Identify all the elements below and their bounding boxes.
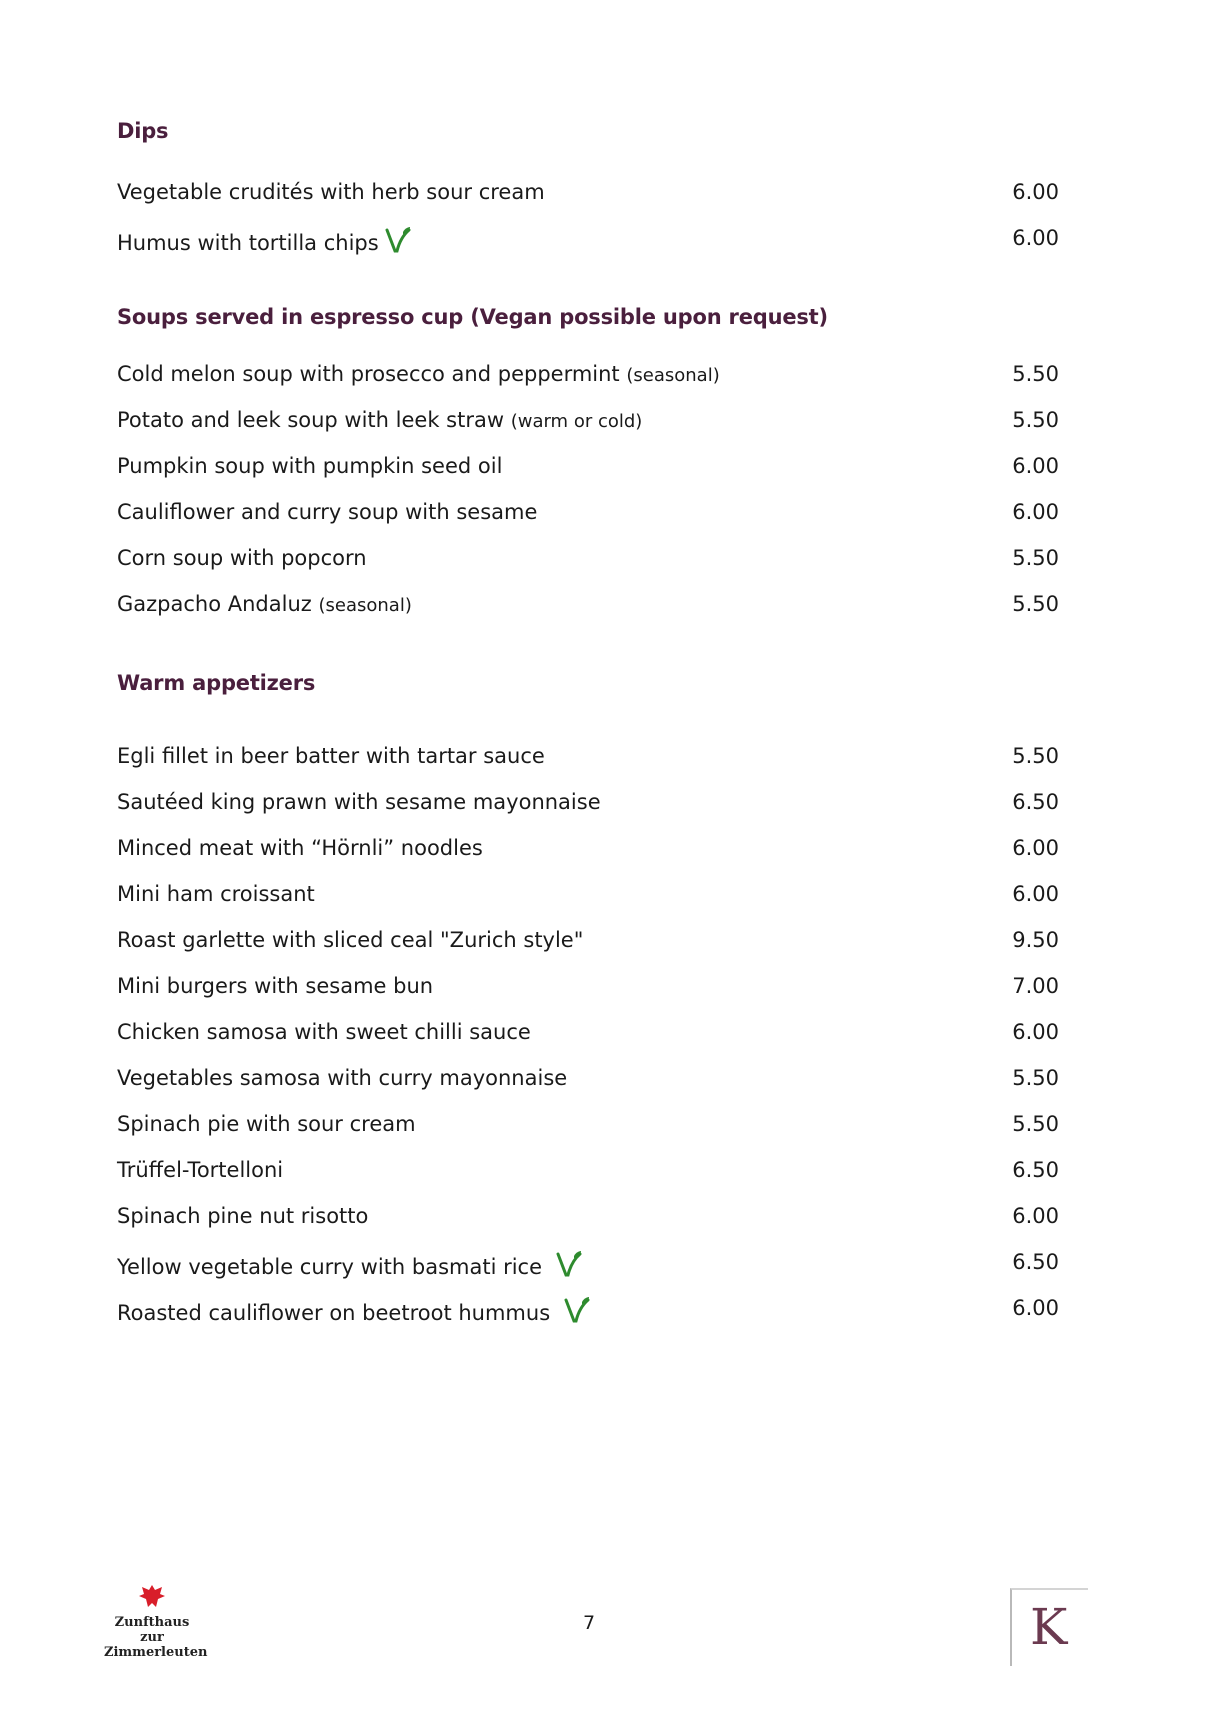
- item-price: 6.00: [1012, 454, 1059, 478]
- item-price: 5.50: [1012, 592, 1059, 616]
- page-number: 7: [583, 1612, 596, 1634]
- item-note: (warm or cold): [510, 411, 643, 432]
- item-price: 6.00: [1012, 500, 1059, 524]
- logo-line-1: Zunfthaus: [114, 1615, 190, 1630]
- item-price: 6.00: [1012, 1296, 1059, 1320]
- item-name: Potato and leek soup with leek straw (warm or cold): [117, 408, 643, 432]
- menu-item: [117, 790, 1059, 820]
- menu-item: [117, 1112, 1059, 1142]
- menu-item: [117, 1296, 1059, 1326]
- menu-item: [117, 1158, 1059, 1188]
- menu-item: [117, 974, 1059, 1004]
- item-name: Cauliflower and curry soup with sesame: [117, 500, 538, 524]
- item-price: 5.50: [1012, 546, 1059, 570]
- item-price: 9.50: [1012, 928, 1059, 952]
- item-name: Vegetable crudités with herb sour cream: [117, 180, 545, 204]
- item-name: Vegetables samosa with curry mayonnaise: [117, 1066, 568, 1090]
- k-logo: [1010, 1588, 1088, 1666]
- item-name: Spinach pine nut risotto: [117, 1204, 369, 1228]
- item-name: Yellow vegetable curry with basmati rice: [117, 1250, 582, 1279]
- section-heading-soups: Soups served in espresso cup (Vegan possible upon request): [117, 305, 828, 329]
- logo-line-3: Zimmerleuten: [104, 1645, 208, 1660]
- vegan-leaf-icon: [564, 1296, 590, 1324]
- item-price: 7.00: [1012, 974, 1059, 998]
- menu-item: [117, 1250, 1059, 1280]
- item-name: Cold melon soup with prosecco and peppermint (seasonal): [117, 362, 720, 386]
- item-name: Egli fillet in beer batter with tartar sauce: [117, 744, 545, 768]
- item-price: 6.00: [1012, 1020, 1059, 1044]
- item-note: (seasonal): [626, 365, 720, 386]
- menu-item: [117, 500, 1059, 530]
- item-price: 6.00: [1012, 836, 1059, 860]
- vegan-leaf-icon: [556, 1250, 582, 1278]
- zunfthaus-logo: [104, 1583, 208, 1660]
- menu-item: [117, 454, 1059, 484]
- item-price: 6.50: [1012, 1158, 1059, 1182]
- eagle-crest-icon: [138, 1583, 166, 1611]
- item-price: 5.50: [1012, 1112, 1059, 1136]
- section-heading-warm-appetizers: Warm appetizers: [117, 671, 316, 695]
- item-name: Spinach pie with sour cream: [117, 1112, 416, 1136]
- item-note: (seasonal): [318, 595, 412, 616]
- menu-item: [117, 1066, 1059, 1096]
- menu-item: [117, 1204, 1059, 1234]
- menu-item: [117, 362, 1059, 392]
- item-price: 6.50: [1012, 1250, 1059, 1274]
- menu-item: [117, 882, 1059, 912]
- item-name: Humus with tortilla chips: [117, 226, 411, 255]
- item-name: Gazpacho Andaluz (seasonal): [117, 592, 412, 616]
- item-name: Mini burgers with sesame bun: [117, 974, 434, 998]
- item-name: Roasted cauliflower on beetroot hummus: [117, 1296, 590, 1325]
- item-price: 6.00: [1012, 882, 1059, 906]
- item-price: 6.00: [1012, 1204, 1059, 1228]
- item-name: Mini ham croissant: [117, 882, 315, 906]
- item-name: Pumpkin soup with pumpkin seed oil: [117, 454, 503, 478]
- item-name: Sautéed king prawn with sesame mayonnaise: [117, 790, 601, 814]
- item-price: 6.00: [1012, 180, 1059, 204]
- vegan-leaf-icon: [385, 226, 411, 254]
- menu-item: [117, 1020, 1059, 1050]
- logo-line-2: zur: [140, 1630, 164, 1645]
- item-name: Minced meat with “Hörnli” noodles: [117, 836, 483, 860]
- item-name: Corn soup with popcorn: [117, 546, 367, 570]
- item-price: 6.50: [1012, 790, 1059, 814]
- item-price: 6.00: [1012, 226, 1059, 250]
- menu-item: [117, 546, 1059, 576]
- menu-item: [117, 928, 1059, 958]
- menu-item: [117, 592, 1059, 622]
- item-name: Chicken samosa with sweet chilli sauce: [117, 1020, 531, 1044]
- k-logo-letter: K: [1030, 1598, 1068, 1656]
- item-price: 5.50: [1012, 362, 1059, 386]
- menu-item: [117, 226, 1059, 256]
- menu-item: [117, 744, 1059, 774]
- item-name: Trüffel-Tortelloni: [117, 1158, 284, 1182]
- menu-item: [117, 836, 1059, 866]
- item-name: Roast garlette with sliced ceal "Zurich style": [117, 928, 584, 952]
- item-price: 5.50: [1012, 744, 1059, 768]
- item-price: 5.50: [1012, 1066, 1059, 1090]
- menu-item: [117, 180, 1059, 210]
- section-heading-dips: Dips: [117, 119, 169, 143]
- item-price: 5.50: [1012, 408, 1059, 432]
- menu-item: [117, 408, 1059, 438]
